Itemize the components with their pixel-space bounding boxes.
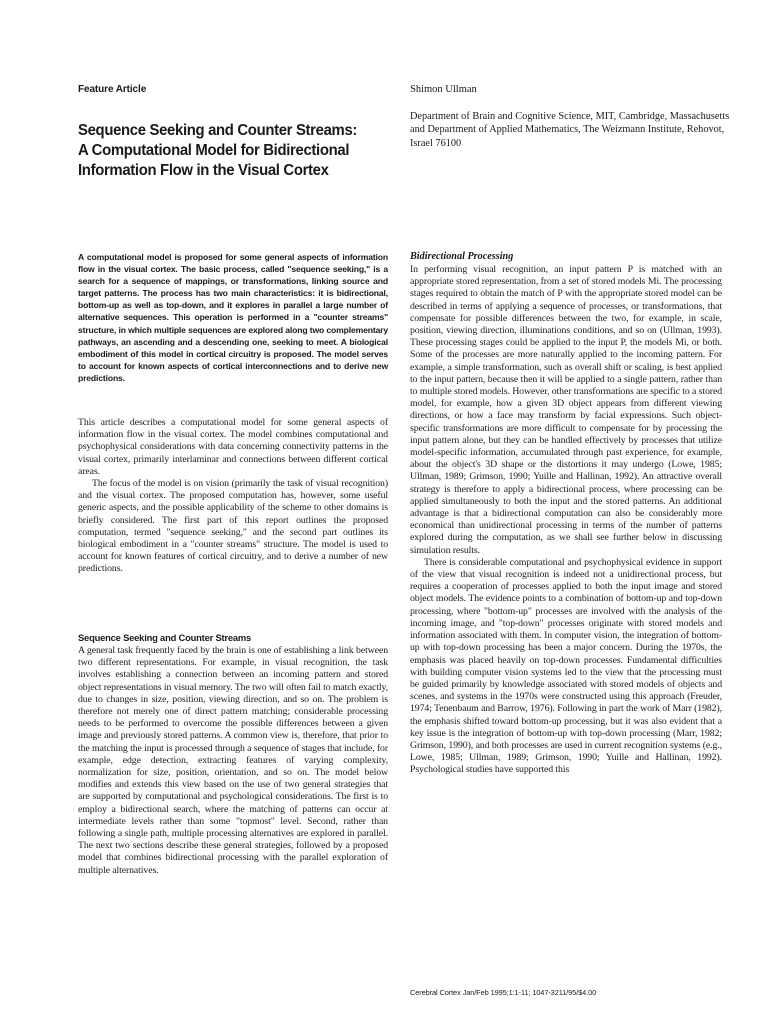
section-heading-bidirectional-processing: Bidirectional Processing (410, 251, 514, 262)
abstract: A computational model is proposed for some general aspects of information flow in the visual cortex. The basic process, called "sequence seeking," is a search for a sequence of mappings, or transformations, linking source and target patterns. The process has two main characteristics: it is bidirectional, bottom-up as well as top-down, and it explores in parallel a large number of alternative sequences. This operation is performed in a "counter streams" structure, in which multiple sequences are explored along two complementary pathways, an ascending and a descending one, seeking to meet. A biological embodiment of this model in cortical circuitry is proposed. The model serves to account for known aspects of cortical interconnections and to derive new predictions. (78, 252, 388, 383)
body-paragraph: There is considerable computational and psychophysical evidence in support of the view that visual recognition is indeed not a unidirectional process, but requires a cooperation of processes applied to both the input image and stored object models. The evidence points to a combination of bottom-up and top-down processing, where "bottom-up" processes are involved with the analysis of the incoming image, and "top-down" processes originate with stored models and information associated with them. In computer vision, the integration of bottom-up with top-down processing has been a major concern. During the 1970s, the emphasis was placed heavily on top-down processes. Fundamental difficulties with building computer vision systems led to the view that the processing must be guided primarily by knowledge associated with stored models of objects and scenes, and systems in the 1970s were constructed using this approach (Freuder, 1974; Tenenbaum and Barrow, 1976). Following in part the work of Marr (1982), the emphasis shifted toward bottom-up processing, but it was also evident that a key issue is the integration of bottom-up with top-down processing (Marr, 1982; Grimson, 1990), and both processes are used in current recognition systems (e.g., Lowe, 1985; Ullman, 1989; Grimson, 1990; Yuille and Hallinan, 1992). Psychological studies have supported this (410, 556, 722, 776)
intro-paragraph: This article describes a computational model for some general aspects of information flow in the visual cortex. The model combines computational and psychophysical considerations with data concerning connectivity patterns in the visual cortex, primarily interlaminar and connections between different cortical areas. (78, 417, 388, 477)
section-heading-sequence-seeking: Sequence Seeking and Counter Streams (78, 632, 252, 643)
sequence-seeking-section (78, 645, 388, 877)
author-name: Shimon Ullman (410, 84, 477, 95)
journal-footer: Cerebral Cortex Jan/Feb 1995;1:1-11; 1047-3211/95/$4.00 (410, 988, 597, 997)
section-label: Feature Article (78, 84, 147, 95)
intro-paragraph: The focus of the model is on vision (primarily the task of visual recognition) and the visual cortex. The proposed computation has, however, some useful generic aspects, and the possible applicability of the scheme to other domains is briefly considered. The first part of this report outlines the proposed computation, termed "sequence seeking," and the second part outlines its biological embodiment in a "counter streams" structure. The model is used to account for known features of cortical circuitry, and to derive a number of new predictions. (78, 478, 388, 575)
body-paragraph: In performing visual recognition, an input pattern P is matched with an appropriate stored representation, from a set of stored models Mi. The processing stages required to obtain the match of P with the appropriate stored model can be described in terms of applying a sequence of processes, or transformations, that compensate for possible differences between the two, for example, in scale, position, viewing direction, illuminations conditions, and so on (Ullman, 1993). These processing stages could be applied to the input P, the models Mi, or both. Some of the processes are more naturally applied to the incoming pattern. For example, a simple transformation, such as overall shift or scaling, is best applied to the input pattern, because then it will be applied to a single pattern, rather than to multiple stored models. However, other transformations are specific to a stored model, for example, how a given 3D object appears from different viewing directions, or how a face may transform by facial expressions. Such object-specific transformations are more difficult to compensate for by processing the input pattern alone, but they can be handled effectively by processes that utilize model-specific information, accumulated through past experience, for example, about the object's 3D shape or the distortions it may undergo (Lowe, 1985; Ullman, 1989; Grimson, 1990; Yuille and Hallinan, 1992). An attractive overall strategy is therefore to apply a bidirectional process, where processing can be applied simultaneously to both the input and the stored patterns. An additional advantage is that a bidirectional computation can also be considerably more economical than unidirectional processing in terms of the number of patterns explored during the computation, as we shall see further below in discussing simulation results. (410, 264, 722, 556)
introduction-section (78, 417, 388, 576)
author-affiliation: Department of Brain and Cognitive Science, MIT, Cambridge, Massachusetts and Department of Applied Mathematics, The Weizmann Institute, Rehovot, Israel 76100 (410, 111, 730, 149)
bidirectional-processing-section (410, 264, 722, 777)
body-paragraph: A general task frequently faced by the brain is one of establishing a link between two different representations. For example, in visual recognition, the task involves establishing a connection between an incoming pattern and stored object representations in visual memory. The two will often fail to match exactly, due to changes in size, position, viewing direction, and so on. The problem is therefore not merely one of direct pattern matching; considerable processing needs to be performed to overcome the possible differences between a given image and previously stored patterns. A common view is, therefore, that prior to the matching the input is processed through a sequence of stages that include, for example, edge detection, extracting features of varying complexity, normalization for size, position, orientation, and so on. The model below modifies and extends this view based on the use of two general strategies that are supported by computational and psychological considerations. The first is to employ a bidirectional search, where the matching of patterns can occur at intermediate levels rather than some "topmost" level. Second, rather than following a single path, multiple processing alternatives are explored in parallel. The next two sections describe these general strategies, followed by a proposed model that combines bidirectional processing with the parallel exploration of multiple alternatives. (78, 645, 388, 876)
article-title: Sequence Seeking and Counter Streams: A Computational Model for Bidirectional Information Flow in the Visual Cortex (78, 122, 358, 179)
